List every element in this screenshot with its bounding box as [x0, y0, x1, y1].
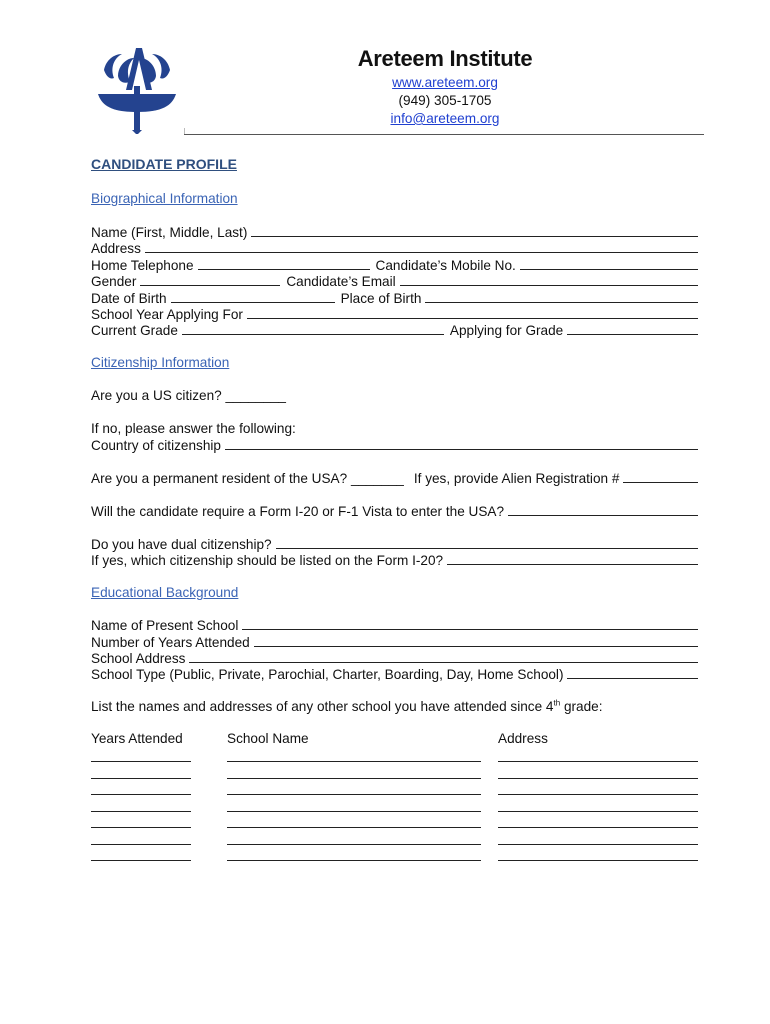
column-address: Address [498, 731, 548, 746]
form-i20-label: Will the candidate require a Form I-20 or F-1 Vista to enter the USA? [91, 504, 505, 519]
address-blank[interactable] [498, 778, 698, 779]
address-blank[interactable] [498, 827, 698, 828]
country-field[interactable] [91, 437, 698, 454]
perm-res-label: Are you a permanent resident of the USA? _______ [91, 471, 404, 486]
dob-label: Date of Birth [91, 291, 167, 306]
applying-grade-label: Applying for Grade [449, 323, 564, 338]
website-link[interactable]: www.areteem.org [392, 75, 498, 90]
present-school-field[interactable] [91, 617, 698, 634]
years-attended-blank[interactable] [91, 778, 191, 779]
address-label: Address [91, 241, 141, 256]
address-field[interactable] [91, 240, 698, 257]
country-label: Country of citizenship [91, 438, 221, 453]
school-year-field[interactable] [91, 306, 698, 323]
address-blank[interactable] [498, 860, 698, 861]
list-label-main: List the names and addresses of any other school you have attended since 4 [91, 699, 554, 714]
present-school-label: Name of Present School [91, 618, 239, 633]
header-divider [184, 134, 704, 135]
email-label: Candidate’s Email [286, 274, 396, 289]
form-i20-field[interactable] [91, 503, 698, 520]
address-blank[interactable] [498, 761, 698, 762]
name-label: Name (First, Middle, Last) [91, 225, 248, 240]
page-title: CANDIDATE PROFILE [91, 156, 237, 172]
school-name-blank[interactable] [227, 860, 481, 861]
dual-citizenship-field[interactable] [91, 536, 698, 553]
section-educational: Educational Background [91, 585, 239, 600]
address-blank[interactable] [498, 794, 698, 795]
school-address-label: School Address [91, 651, 186, 666]
gender-email-row[interactable] [91, 273, 698, 290]
which-label: If yes, which citizenship should be listed on the Form I-20? [91, 553, 444, 568]
if-no-text: If no, please answer the following: [91, 421, 296, 436]
school-address-field[interactable] [91, 650, 698, 667]
pob-label: Place of Birth [340, 291, 422, 306]
grade-row[interactable] [91, 322, 698, 339]
school-name-blank[interactable] [227, 761, 481, 762]
gender-label: Gender [91, 274, 137, 289]
list-label-sup: th [553, 698, 561, 708]
address-blank[interactable] [498, 844, 698, 845]
years-attended-blank[interactable] [91, 811, 191, 812]
school-type-field[interactable] [91, 666, 698, 683]
school-name-blank[interactable] [227, 827, 481, 828]
school-name-blank[interactable] [227, 811, 481, 812]
years-attended-blank[interactable] [91, 860, 191, 861]
org-name: Areteem Institute [357, 46, 533, 71]
years-attended-blank[interactable] [91, 761, 191, 762]
school-name-blank[interactable] [227, 844, 481, 845]
which-citizenship-field[interactable] [91, 552, 698, 569]
address-blank[interactable] [498, 811, 698, 812]
years-attended-label: Number of Years Attended [91, 635, 250, 650]
school-type-label: School Type (Public, Private, Parochial, Charter, Boarding, Day, Home School) [91, 667, 564, 682]
email-link[interactable]: info@areteem.org [390, 111, 500, 126]
permanent-resident-row[interactable] [91, 470, 698, 487]
areteem-logo-icon [92, 46, 182, 134]
other-schools-instruction [91, 699, 603, 715]
years-attended-blank[interactable] [91, 827, 191, 828]
column-school-name: School Name [227, 731, 309, 746]
column-years-attended: Years Attended [91, 731, 183, 746]
current-grade-label: Current Grade [91, 323, 178, 338]
school-year-label: School Year Applying For [91, 307, 243, 322]
birth-row[interactable] [91, 290, 698, 307]
phone-number: (949) 305-1705 [398, 93, 492, 108]
school-name-blank[interactable] [227, 794, 481, 795]
name-field[interactable] [91, 224, 698, 241]
years-attended-blank[interactable] [91, 844, 191, 845]
years-attended-field[interactable] [91, 634, 698, 651]
mobile-label: Candidate’s Mobile No. [375, 258, 516, 273]
section-biographical: Biographical Information [91, 191, 238, 206]
dual-label: Do you have dual citizenship? [91, 537, 272, 552]
alien-reg-label: If yes, provide Alien Registration # [413, 471, 620, 486]
us-citizen-question[interactable]: Are you a US citizen? ________ [91, 388, 286, 403]
home-telephone-label: Home Telephone [91, 258, 194, 273]
years-attended-blank[interactable] [91, 794, 191, 795]
phone-fields-row[interactable] [91, 257, 698, 274]
school-name-blank[interactable] [227, 778, 481, 779]
section-citizenship: Citizenship Information [91, 355, 230, 370]
list-label-end: grade: [560, 699, 603, 714]
